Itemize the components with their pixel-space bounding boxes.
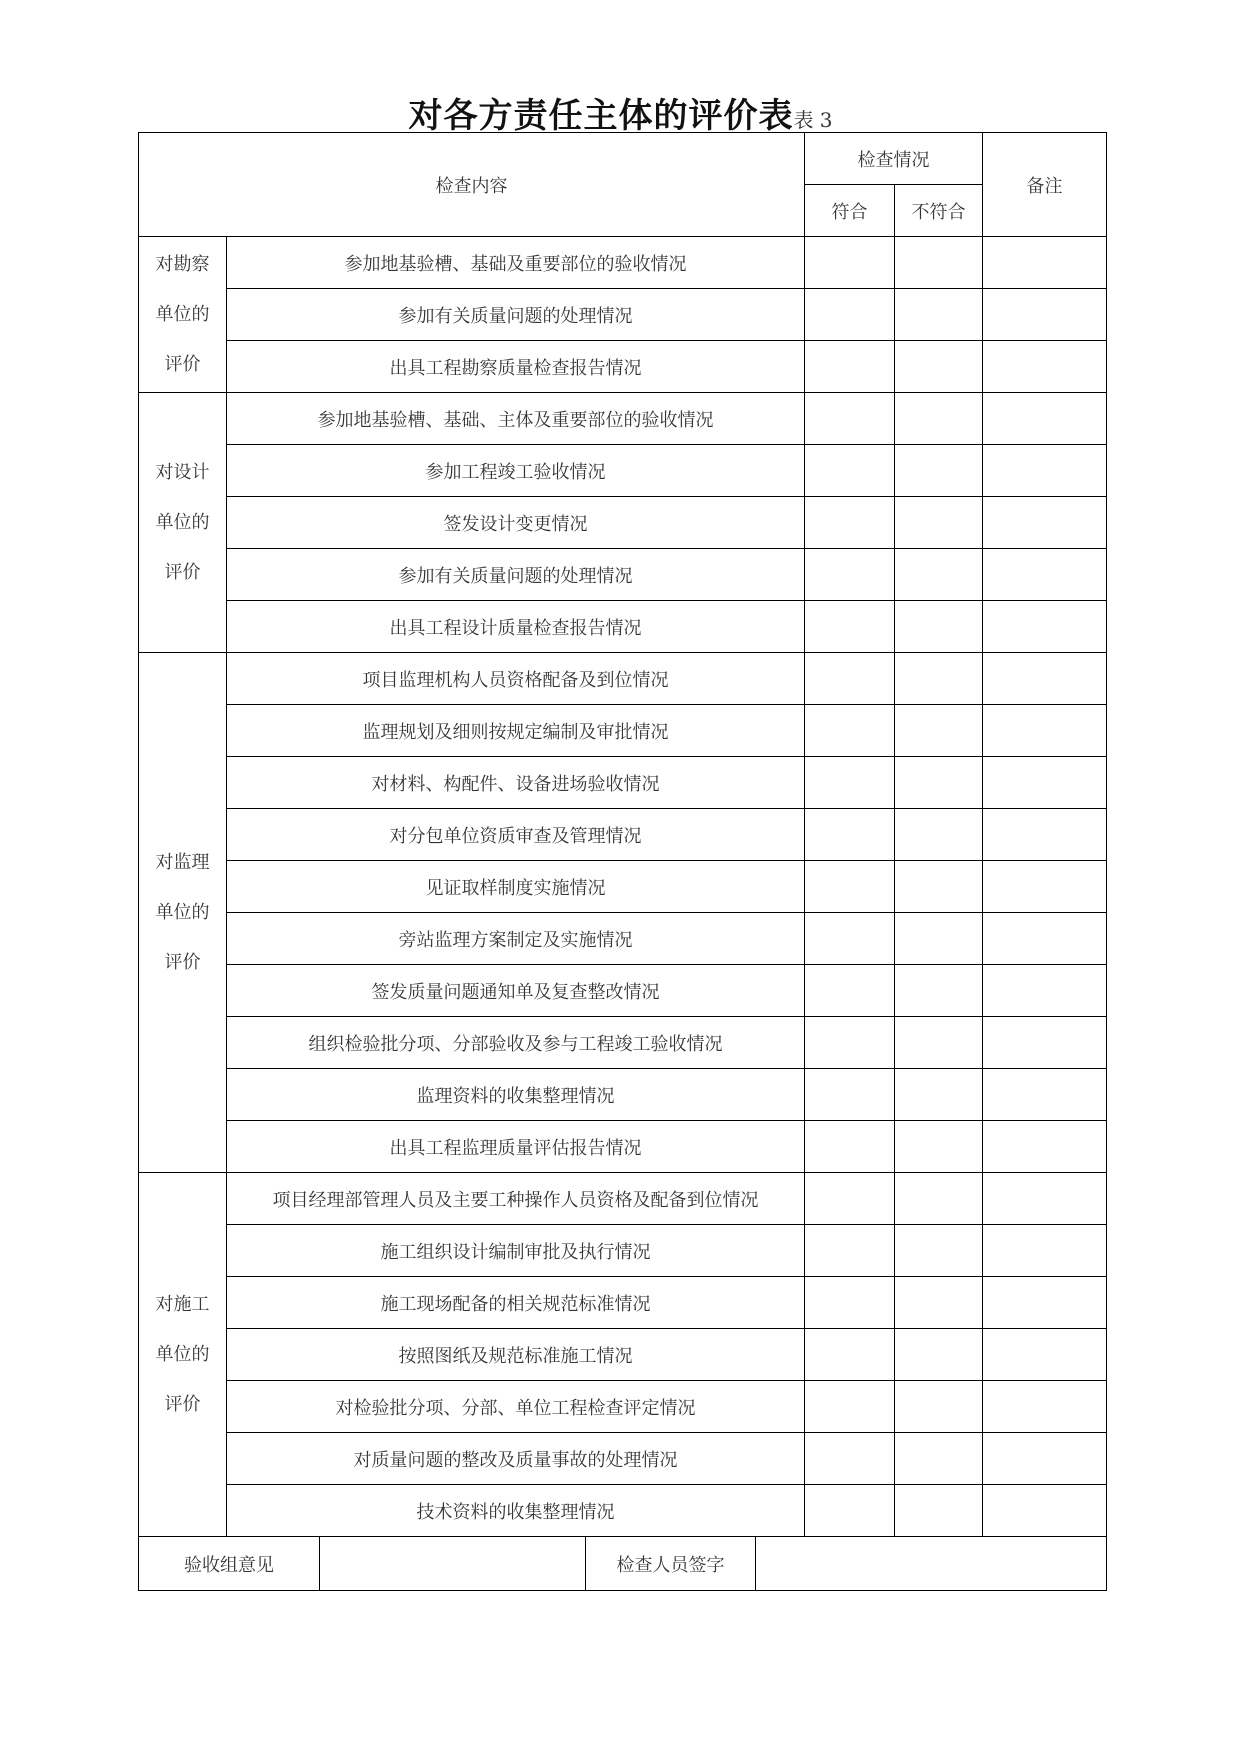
- inspection-item: 监理资料的收集整理情况: [227, 1069, 805, 1121]
- inspection-item: 出具工程监理质量评估报告情况: [227, 1121, 805, 1173]
- remarks-cell[interactable]: [983, 497, 1107, 549]
- conform-cell[interactable]: [805, 1173, 895, 1225]
- remarks-cell[interactable]: [983, 1485, 1107, 1537]
- inspection-item: 项目监理机构人员资格配备及到位情况: [227, 653, 805, 705]
- category-label-line: 评价: [164, 1393, 201, 1415]
- conform-cell[interactable]: [805, 393, 895, 445]
- remarks-cell[interactable]: [983, 289, 1107, 341]
- conform-cell[interactable]: [805, 705, 895, 757]
- conform-cell[interactable]: [805, 1069, 895, 1121]
- table-row: [139, 601, 1107, 653]
- nonconform-cell[interactable]: [895, 549, 983, 601]
- table-row: [139, 341, 1107, 393]
- table-row: [139, 1017, 1107, 1069]
- remarks-cell[interactable]: [983, 1277, 1107, 1329]
- table-row: [139, 393, 1107, 445]
- table-row: [139, 913, 1107, 965]
- table-row: [139, 1485, 1107, 1537]
- nonconform-cell[interactable]: [895, 1121, 983, 1173]
- inspection-item: 项目经理部管理人员及主要工种操作人员资格及配备到位情况: [227, 1173, 805, 1225]
- conform-cell[interactable]: [805, 497, 895, 549]
- category-label-line: 单位的: [155, 901, 210, 923]
- inspection-item: 参加工程竣工验收情况: [227, 445, 805, 497]
- table-row: [139, 549, 1107, 601]
- inspection-item: 参加有关质量问题的处理情况: [227, 549, 805, 601]
- inspection-item: 参加地基验槽、基础、主体及重要部位的验收情况: [227, 393, 805, 445]
- nonconform-cell[interactable]: [895, 445, 983, 497]
- nonconform-cell[interactable]: [895, 653, 983, 705]
- conform-cell[interactable]: [805, 549, 895, 601]
- conform-cell[interactable]: [805, 1277, 895, 1329]
- inspection-item: 施工现场配备的相关规范标准情况: [227, 1277, 805, 1329]
- category-label-line: 评价: [164, 561, 201, 583]
- conform-cell[interactable]: [805, 1485, 895, 1537]
- nonconform-cell[interactable]: [895, 1225, 983, 1277]
- conform-cell[interactable]: [805, 1225, 895, 1277]
- remarks-cell[interactable]: [983, 1329, 1107, 1381]
- category-label: [139, 393, 227, 653]
- inspection-item: 对分包单位资质审查及管理情况: [227, 809, 805, 861]
- inspection-item: 施工组织设计编制审批及执行情况: [227, 1225, 805, 1277]
- page-title: [0, 88, 1241, 137]
- table-row: [139, 809, 1107, 861]
- table-row: [139, 1381, 1107, 1433]
- nonconform-cell[interactable]: [895, 1381, 983, 1433]
- inspection-item: 参加地基验槽、基础及重要部位的验收情况: [227, 237, 805, 289]
- table-row: [139, 1121, 1107, 1173]
- conform-cell[interactable]: [805, 809, 895, 861]
- inspection-item: 出具工程设计质量检查报告情况: [227, 601, 805, 653]
- remarks-cell[interactable]: [983, 861, 1107, 913]
- category-label-line: 对设计: [155, 461, 210, 483]
- table-row: [139, 1173, 1107, 1225]
- nonconform-cell[interactable]: [895, 861, 983, 913]
- conform-cell[interactable]: [805, 913, 895, 965]
- nonconform-cell[interactable]: [895, 1173, 983, 1225]
- nonconform-cell[interactable]: [895, 1485, 983, 1537]
- inspector-signature-field[interactable]: [756, 1537, 1107, 1591]
- inspection-item: 技术资料的收集整理情况: [227, 1485, 805, 1537]
- remarks-cell[interactable]: [983, 393, 1107, 445]
- conform-cell[interactable]: [805, 601, 895, 653]
- header-nonconform: 不符合: [895, 185, 983, 237]
- table-row: [139, 497, 1107, 549]
- table-row: [139, 861, 1107, 913]
- table-row: [139, 1225, 1107, 1277]
- conform-cell[interactable]: [805, 341, 895, 393]
- header-inspection-status: 检查情况: [805, 133, 983, 185]
- nonconform-cell[interactable]: [895, 237, 983, 289]
- category-label-line: 评价: [164, 951, 201, 973]
- remarks-cell[interactable]: [983, 1225, 1107, 1277]
- nonconform-cell[interactable]: [895, 289, 983, 341]
- remarks-cell[interactable]: [983, 1121, 1107, 1173]
- table-row: [139, 445, 1107, 497]
- conform-cell[interactable]: [805, 1121, 895, 1173]
- remarks-cell[interactable]: [983, 445, 1107, 497]
- form-title: 对各方责任主体的评价表: [408, 96, 794, 136]
- table-row: [139, 653, 1107, 705]
- inspection-item: 对材料、构配件、设备进场验收情况: [227, 757, 805, 809]
- remarks-cell[interactable]: [983, 1069, 1107, 1121]
- inspection-item: 出具工程勘察质量检查报告情况: [227, 341, 805, 393]
- inspection-item: 签发设计变更情况: [227, 497, 805, 549]
- remarks-cell[interactable]: [983, 1017, 1107, 1069]
- nonconform-cell[interactable]: [895, 965, 983, 1017]
- acceptance-opinion-field[interactable]: [320, 1537, 586, 1591]
- table-row: [139, 965, 1107, 1017]
- footer-table: [138, 1536, 1107, 1591]
- table-row: [139, 1329, 1107, 1381]
- inspection-item: 见证取样制度实施情况: [227, 861, 805, 913]
- inspection-item: 对检验批分项、分部、单位工程检查评定情况: [227, 1381, 805, 1433]
- acceptance-opinion-label: 验收组意见: [139, 1537, 320, 1591]
- inspection-item: 组织检验批分项、分部验收及参与工程竣工验收情况: [227, 1017, 805, 1069]
- nonconform-cell[interactable]: [895, 913, 983, 965]
- inspection-item: 按照图纸及规范标准施工情况: [227, 1329, 805, 1381]
- conform-cell[interactable]: [805, 653, 895, 705]
- category-label-line: 单位的: [155, 303, 210, 325]
- conform-cell[interactable]: [805, 965, 895, 1017]
- table-row: [139, 705, 1107, 757]
- inspector-signature-label: 检查人员签字: [586, 1537, 756, 1591]
- category-label-line: 评价: [164, 353, 201, 375]
- remarks-cell[interactable]: [983, 237, 1107, 289]
- remarks-cell[interactable]: [983, 1173, 1107, 1225]
- remarks-cell[interactable]: [983, 601, 1107, 653]
- inspection-item: 监理规划及细则按规定编制及审批情况: [227, 705, 805, 757]
- conform-cell[interactable]: [805, 861, 895, 913]
- nonconform-cell[interactable]: [895, 601, 983, 653]
- nonconform-cell[interactable]: [895, 1329, 983, 1381]
- remarks-cell[interactable]: [983, 809, 1107, 861]
- conform-cell[interactable]: [805, 289, 895, 341]
- remarks-cell[interactable]: [983, 705, 1107, 757]
- category-label-line: 对勘察: [155, 253, 210, 275]
- conform-cell[interactable]: [805, 445, 895, 497]
- conform-cell[interactable]: [805, 1381, 895, 1433]
- table-row: [139, 289, 1107, 341]
- table-row: [139, 757, 1107, 809]
- nonconform-cell[interactable]: [895, 809, 983, 861]
- nonconform-cell[interactable]: [895, 341, 983, 393]
- inspection-item: 参加有关质量问题的处理情况: [227, 289, 805, 341]
- category-label-line: 单位的: [155, 1343, 210, 1365]
- header-inspection-content: 检查内容: [139, 133, 805, 237]
- category-label: [139, 237, 227, 393]
- remarks-cell[interactable]: [983, 653, 1107, 705]
- conform-cell[interactable]: [805, 1433, 895, 1485]
- remarks-cell[interactable]: [983, 757, 1107, 809]
- table-row: [139, 1433, 1107, 1485]
- header-conform: 符合: [805, 185, 895, 237]
- category-label: [139, 653, 227, 1173]
- nonconform-cell[interactable]: [895, 1017, 983, 1069]
- remarks-cell[interactable]: [983, 965, 1107, 1017]
- nonconform-cell[interactable]: [895, 1433, 983, 1485]
- table-row: [139, 1277, 1107, 1329]
- remarks-cell[interactable]: [983, 913, 1107, 965]
- conform-cell[interactable]: [805, 1329, 895, 1381]
- conform-cell[interactable]: [805, 237, 895, 289]
- category-label: [139, 1173, 227, 1537]
- table-row: [139, 237, 1107, 289]
- nonconform-cell[interactable]: [895, 705, 983, 757]
- nonconform-cell[interactable]: [895, 757, 983, 809]
- inspection-item: 对质量问题的整改及质量事故的处理情况: [227, 1433, 805, 1485]
- category-label-line: 单位的: [155, 511, 210, 533]
- category-label-line: 对施工: [155, 1293, 210, 1315]
- remarks-cell[interactable]: [983, 1433, 1107, 1485]
- inspection-item: 旁站监理方案制定及实施情况: [227, 913, 805, 965]
- conform-cell[interactable]: [805, 757, 895, 809]
- remarks-cell[interactable]: [983, 549, 1107, 601]
- conform-cell[interactable]: [805, 1017, 895, 1069]
- nonconform-cell[interactable]: [895, 393, 983, 445]
- nonconform-cell[interactable]: [895, 1069, 983, 1121]
- nonconform-cell[interactable]: [895, 1277, 983, 1329]
- category-label-line: 对监理: [155, 851, 210, 873]
- form-number: 表 3: [793, 108, 833, 132]
- header-remarks: 备注: [983, 133, 1107, 237]
- remarks-cell[interactable]: [983, 1381, 1107, 1433]
- inspection-item: 签发质量问题通知单及复查整改情况: [227, 965, 805, 1017]
- remarks-cell[interactable]: [983, 341, 1107, 393]
- nonconform-cell[interactable]: [895, 497, 983, 549]
- table-row: [139, 1069, 1107, 1121]
- evaluation-table: [138, 132, 1107, 1537]
